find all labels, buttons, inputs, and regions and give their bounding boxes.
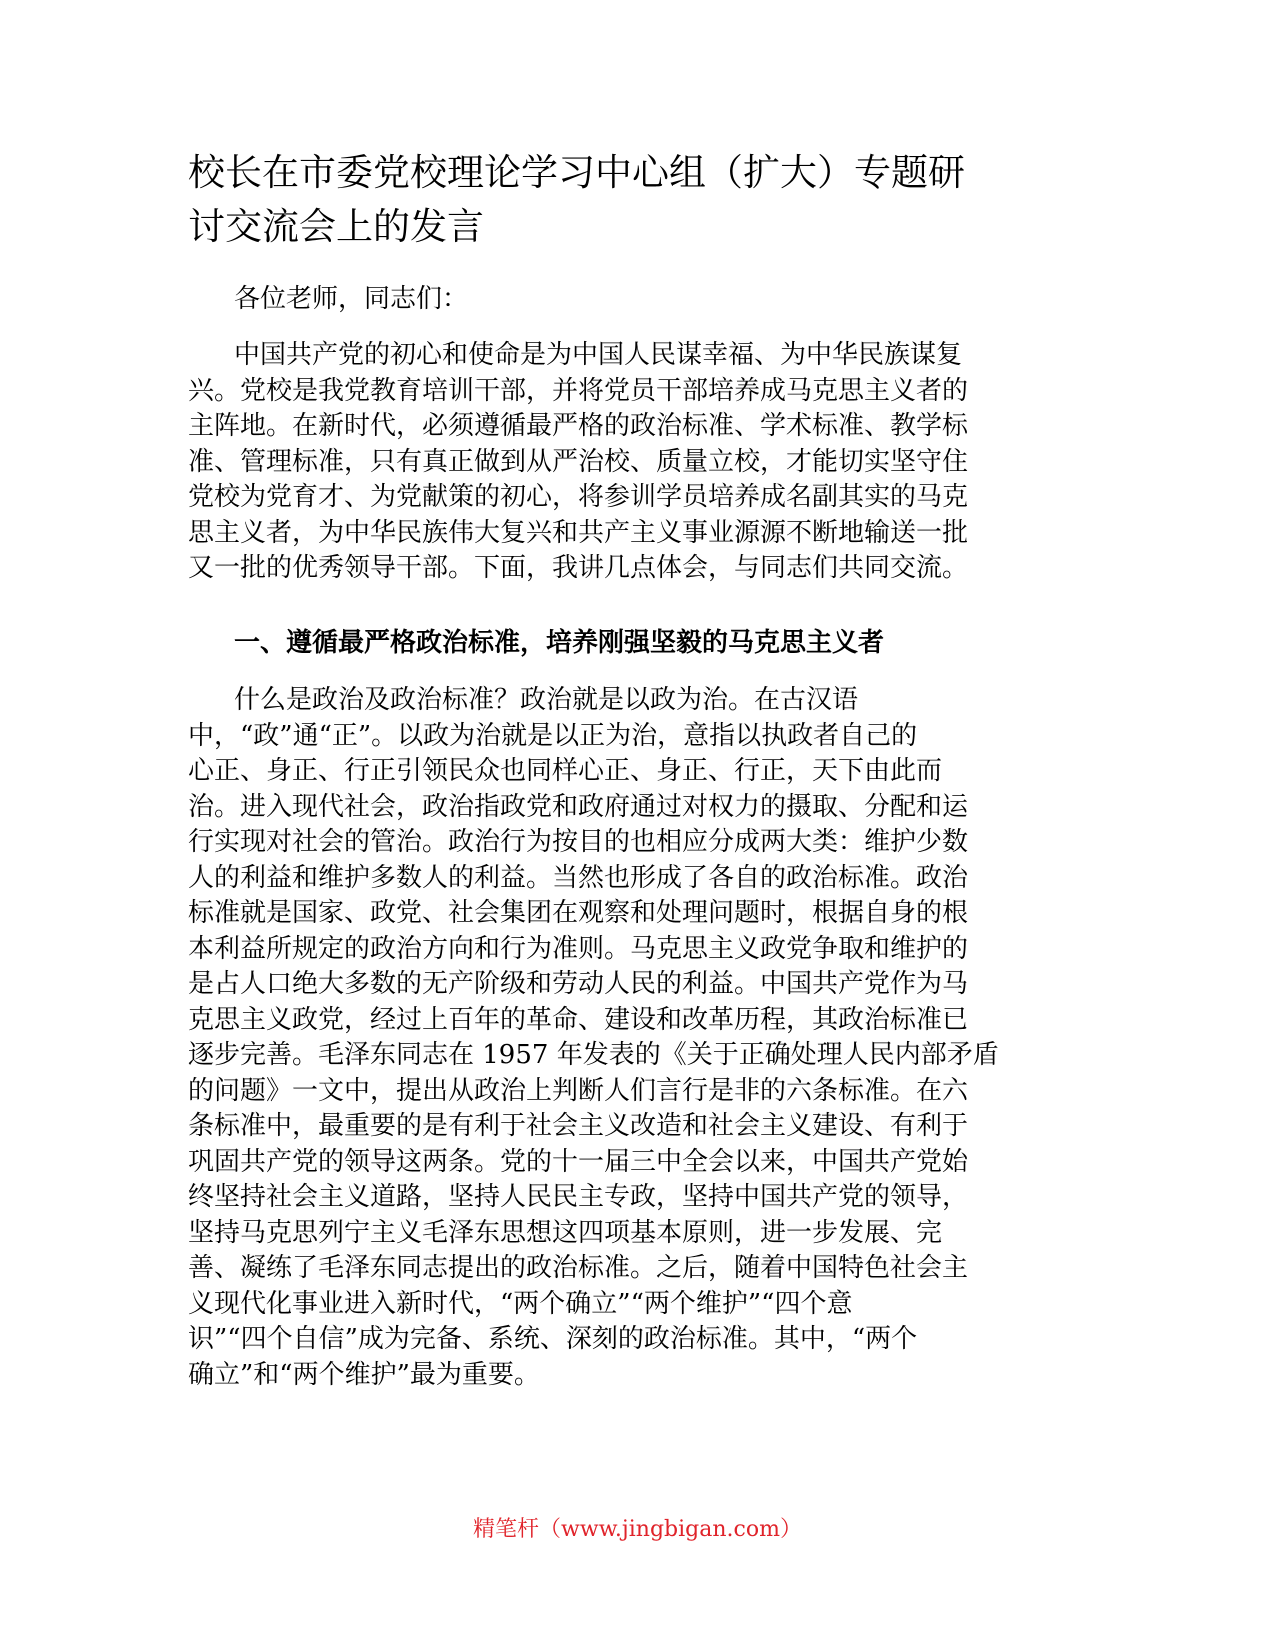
paragraph-line: 本利益所规定的政治方向和行为准则。马克思主义政党争取和维护的	[188, 933, 969, 964]
paragraph-line: 确立”和“两个维护”最为重要。	[188, 1359, 540, 1390]
paragraph-line: 兴。党校是我党教育培训干部，并将党员干部培养成马克思主义者的	[188, 375, 969, 406]
document-title	[188, 146, 1068, 254]
paragraph-line: 中国共产党的初心和使命是为中国人民谋幸福、为中华民族谋复	[234, 340, 963, 370]
paragraph-line: 人的利益和维护多数人的利益。当然也形成了各自的政治标准。政治	[188, 862, 969, 893]
paragraph-intro	[188, 338, 1068, 587]
paragraph-line: 巩固共产党的领导这两条。党的十一届三中全会以来，中国共产党始	[188, 1146, 969, 1177]
paragraph-line: 识”“四个自信”成为完备、系统、深刻的政治标准。其中，“两个	[188, 1324, 918, 1354]
paragraph-line: 标准就是国家、政党、社会集团在观察和处理问题时，根据自身的根	[188, 898, 969, 928]
paragraph-line: 义现代化事业进入新时代，“两个确立”“两个维护”“四个意	[188, 1288, 853, 1319]
paragraph-line: 中，“政”通“正”。以政为治就是以正为治，意指以执政者自己的	[188, 720, 918, 751]
paragraph-line: 的问题》一文中，提出从政治上判断人们言行是非的六条标准。在六	[188, 1075, 969, 1106]
paragraph-line: 克思主义政党，经过上百年的革命、建设和改革历程，其政治标准已	[188, 1004, 969, 1035]
paragraph-line: 逐步完善。毛泽东同志在 1957 年发表的《关于正确处理人民内部矛盾	[188, 1040, 999, 1070]
paragraph-political-standard	[188, 683, 1068, 1393]
salutation-text: 各位老师，同志们：	[234, 284, 469, 314]
title-line: 校长在市委党校理论学习中心组（扩大）专题研	[188, 151, 965, 194]
paragraph-line: 思主义者，为中华民族伟大复兴和共产主义事业源源不断地输送一批	[188, 517, 969, 548]
paragraph-line: 条标准中，最重要的是有利于社会主义改造和社会主义建设、有利于	[188, 1111, 969, 1141]
title-line: 讨交流会上的发言	[188, 205, 484, 248]
paragraph-line: 什么是政治及政治标准？政治就是以政为治。在古汉语	[234, 685, 859, 715]
salutation	[188, 282, 1068, 318]
paragraph-line: 终坚持社会主义道路，坚持人民民主专政，坚持中国共产党的领导，	[188, 1182, 969, 1212]
paragraph-line: 治。进入现代社会，政治指政党和政府通过对权力的摄取、分配和运	[188, 791, 969, 822]
paragraph-line: 善、凝练了毛泽东同志提出的政治标准。之后，随着中国特色社会主	[188, 1253, 969, 1283]
paragraph-line: 是占人口绝大多数的无产阶级和劳动人民的利益。中国共产党作为马	[188, 969, 969, 999]
section-heading	[188, 626, 1068, 662]
paragraph-line: 主阵地。在新时代，必须遵循最严格的政治标准、学术标准、教学标	[188, 411, 969, 441]
paragraph-line: 又一批的优秀领导干部。下面，我讲几点体会，与同志们共同交流。	[188, 553, 969, 583]
paragraph-line: 行实现对社会的管治。政治行为按目的也相应分成两大类：维护少数	[188, 827, 969, 857]
paragraph-line: 党校为党育才、为党献策的初心，将参训学员培养成名副其实的马克	[188, 482, 969, 512]
paragraph-line: 坚持马克思列宁主义毛泽东思想这四项基本原则，进一步发展、完	[188, 1217, 943, 1248]
paragraph-line: 准、管理标准，只有真正做到从严治校、质量立校，才能切实坚守住	[188, 446, 969, 477]
section-heading-text: 一、遵循最严格政治标准，培养刚强坚毅的马克思主义者	[234, 628, 885, 658]
paragraph-line: 心正、身正、行正引领民众也同样心正、身正、行正，天下由此而	[188, 756, 943, 786]
footer-watermark-link[interactable]: 精笔杆（www.jingbigan.com）	[473, 1517, 802, 1542]
